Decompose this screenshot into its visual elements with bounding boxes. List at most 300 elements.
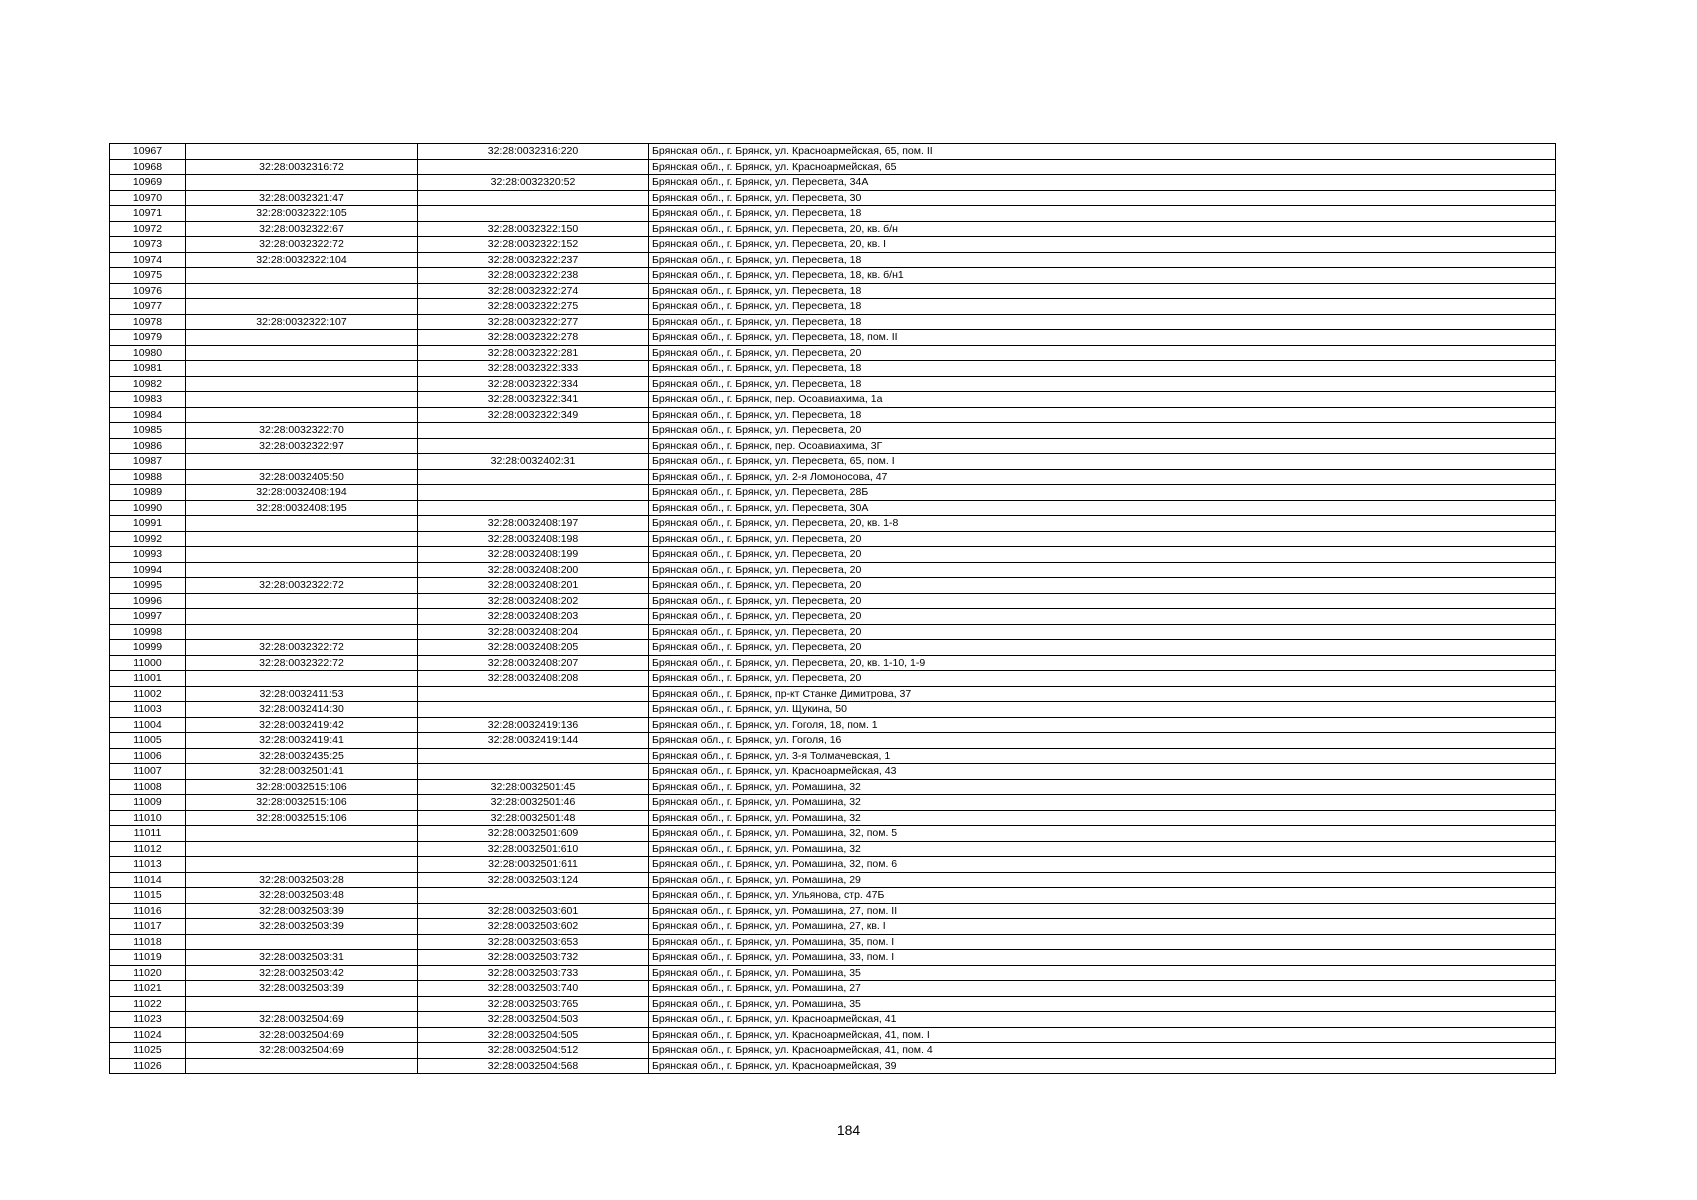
land-plot-number-cell: 32:28:0032321:47 [186, 190, 418, 206]
object-number-cell [418, 206, 649, 222]
land-plot-number-cell [186, 454, 418, 470]
object-number-cell: 32:28:0032408:198 [418, 531, 649, 547]
row-number-cell: 10996 [110, 593, 186, 609]
address-cell: Брянская обл., г. Брянск, ул. Ромашина, 27 [649, 981, 1556, 997]
object-number-cell: 32:28:0032322:150 [418, 221, 649, 237]
object-number-cell: 32:28:0032503:653 [418, 934, 649, 950]
land-plot-number-cell: 32:28:0032411:53 [186, 686, 418, 702]
row-number-cell: 10968 [110, 159, 186, 175]
row-number-cell: 10969 [110, 175, 186, 191]
address-cell: Брянская обл., г. Брянск, ул. Пересвета, 20 [649, 671, 1556, 687]
table-row [110, 144, 1556, 160]
object-number-cell: 32:28:0032501:609 [418, 826, 649, 842]
cadastral-table [109, 143, 1556, 1074]
address-cell: Брянская обл., г. Брянск, ул. Пересвета, 18 [649, 361, 1556, 377]
row-number-cell: 11025 [110, 1043, 186, 1059]
land-plot-number-cell: 32:28:0032322:104 [186, 252, 418, 268]
object-number-cell: 32:28:0032408:197 [418, 516, 649, 532]
land-plot-number-cell [186, 841, 418, 857]
land-plot-number-cell: 32:28:0032503:39 [186, 981, 418, 997]
land-plot-number-cell [186, 299, 418, 315]
address-cell: Брянская обл., г. Брянск, ул. Ромашина, 35 [649, 996, 1556, 1012]
object-number-cell: 32:28:0032320:52 [418, 175, 649, 191]
land-plot-number-cell: 32:28:0032503:39 [186, 903, 418, 919]
address-cell: Брянская обл., г. Брянск, пр-кт Станке Димитрова, 37 [649, 686, 1556, 702]
address-cell: Брянская обл., г. Брянск, ул. Пересвета, 20 [649, 609, 1556, 625]
row-number-cell: 10999 [110, 640, 186, 656]
object-number-cell: 32:28:0032322:238 [418, 268, 649, 284]
object-number-cell [418, 764, 649, 780]
land-plot-number-cell [186, 934, 418, 950]
row-number-cell: 10978 [110, 314, 186, 330]
address-cell: Брянская обл., г. Брянск, ул. Ромашина, 32 [649, 779, 1556, 795]
table-row [110, 454, 1556, 470]
row-number-cell: 10985 [110, 423, 186, 439]
object-number-cell: 32:28:0032322:349 [418, 407, 649, 423]
address-cell: Брянская обл., г. Брянск, ул. Красноармейская, 41 [649, 1012, 1556, 1028]
table-row [110, 609, 1556, 625]
address-cell: Брянская обл., г. Брянск, ул. Красноармейская, 41, пом. I [649, 1027, 1556, 1043]
land-plot-number-cell: 32:28:0032322:72 [186, 578, 418, 594]
address-cell: Брянская обл., г. Брянск, ул. Красноармейская, 65 [649, 159, 1556, 175]
table-row [110, 562, 1556, 578]
row-number-cell: 10973 [110, 237, 186, 253]
address-cell: Брянская обл., г. Брянск, ул. Пересвета, 18 [649, 206, 1556, 222]
address-cell: Брянская обл., г. Брянск, ул. Пересвета, 30А [649, 500, 1556, 516]
table-row [110, 345, 1556, 361]
address-cell: Брянская обл., г. Брянск, ул. Пересвета, 18 [649, 283, 1556, 299]
address-cell: Брянская обл., г. Брянск, ул. Ромашина, 33, пом. I [649, 950, 1556, 966]
address-cell: Брянская обл., г. Брянск, ул. Пересвета, 20, кв. 1-8 [649, 516, 1556, 532]
object-number-cell [418, 702, 649, 718]
land-plot-number-cell: 32:28:0032515:106 [186, 810, 418, 826]
address-cell: Брянская обл., г. Брянск, пер. Осоавиахима, 1а [649, 392, 1556, 408]
row-number-cell: 11022 [110, 996, 186, 1012]
table-row [110, 934, 1556, 950]
row-number-cell: 10986 [110, 438, 186, 454]
land-plot-number-cell: 32:28:0032419:42 [186, 717, 418, 733]
row-number-cell: 10982 [110, 376, 186, 392]
table-row [110, 779, 1556, 795]
address-cell: Брянская обл., г. Брянск, ул. Ромашина, 35 [649, 965, 1556, 981]
table-row [110, 531, 1556, 547]
table-row [110, 283, 1556, 299]
address-cell: Брянская обл., г. Брянск, ул. Красноармейская, 41, пом. 4 [649, 1043, 1556, 1059]
object-number-cell: 32:28:0032408:204 [418, 624, 649, 640]
object-number-cell: 32:28:0032501:611 [418, 857, 649, 873]
row-number-cell: 10989 [110, 485, 186, 501]
row-number-cell: 11018 [110, 934, 186, 950]
land-plot-number-cell [186, 826, 418, 842]
object-number-cell: 32:28:0032322:237 [418, 252, 649, 268]
table-row [110, 469, 1556, 485]
row-number-cell: 10994 [110, 562, 186, 578]
object-number-cell [418, 423, 649, 439]
land-plot-number-cell [186, 547, 418, 563]
table-row [110, 252, 1556, 268]
land-plot-number-cell [186, 361, 418, 377]
address-cell: Брянская обл., г. Брянск, ул. 3-я Толмачевская, 1 [649, 748, 1556, 764]
object-number-cell [418, 500, 649, 516]
table-row [110, 888, 1556, 904]
row-number-cell: 11014 [110, 872, 186, 888]
row-number-cell: 10977 [110, 299, 186, 315]
row-number-cell: 10998 [110, 624, 186, 640]
land-plot-number-cell: 32:28:0032503:39 [186, 919, 418, 935]
address-cell: Брянская обл., г. Брянск, ул. Пересвета, 34А [649, 175, 1556, 191]
row-number-cell: 11019 [110, 950, 186, 966]
object-number-cell: 32:28:0032504:503 [418, 1012, 649, 1028]
land-plot-number-cell: 32:28:0032316:72 [186, 159, 418, 175]
land-plot-number-cell: 32:28:0032515:106 [186, 795, 418, 811]
object-number-cell: 32:28:0032501:46 [418, 795, 649, 811]
address-cell: Брянская обл., г. Брянск, ул. Пересвета, 20 [649, 593, 1556, 609]
table-row [110, 655, 1556, 671]
row-number-cell: 10987 [110, 454, 186, 470]
address-cell: Брянская обл., г. Брянск, ул. Пересвета, 30 [649, 190, 1556, 206]
table-row [110, 268, 1556, 284]
land-plot-number-cell: 32:28:0032322:105 [186, 206, 418, 222]
row-number-cell: 11004 [110, 717, 186, 733]
row-number-cell: 10974 [110, 252, 186, 268]
land-plot-number-cell [186, 283, 418, 299]
table-row [110, 438, 1556, 454]
table-row [110, 485, 1556, 501]
object-number-cell: 32:28:0032408:205 [418, 640, 649, 656]
object-number-cell [418, 469, 649, 485]
row-number-cell: 11001 [110, 671, 186, 687]
object-number-cell: 32:28:0032322:341 [418, 392, 649, 408]
address-cell: Брянская обл., г. Брянск, ул. Ульянова, стр. 47Б [649, 888, 1556, 904]
row-number-cell: 11010 [110, 810, 186, 826]
object-number-cell [418, 190, 649, 206]
table-row [110, 826, 1556, 842]
table-row [110, 1043, 1556, 1059]
table-row [110, 872, 1556, 888]
land-plot-number-cell: 32:28:0032419:41 [186, 733, 418, 749]
row-number-cell: 11002 [110, 686, 186, 702]
address-cell: Брянская обл., г. Брянск, ул. Пересвета, 65, пом. I [649, 454, 1556, 470]
land-plot-number-cell [186, 1058, 418, 1074]
row-number-cell: 10988 [110, 469, 186, 485]
address-cell: Брянская обл., г. Брянск, ул. Пересвета, 28Б [649, 485, 1556, 501]
address-cell: Брянская обл., г. Брянск, ул. Щукина, 50 [649, 702, 1556, 718]
table-row [110, 717, 1556, 733]
land-plot-number-cell: 32:28:0032414:30 [186, 702, 418, 718]
land-plot-number-cell [186, 857, 418, 873]
table-row [110, 190, 1556, 206]
land-plot-number-cell [186, 268, 418, 284]
row-number-cell: 10992 [110, 531, 186, 547]
object-number-cell [418, 159, 649, 175]
object-number-cell: 32:28:0032322:278 [418, 330, 649, 346]
object-number-cell: 32:28:0032408:201 [418, 578, 649, 594]
table-body [110, 144, 1556, 1074]
table-row [110, 330, 1556, 346]
page-number: 184 [836, 1122, 861, 1138]
land-plot-number-cell [186, 609, 418, 625]
object-number-cell: 32:28:0032504:568 [418, 1058, 649, 1074]
table-row [110, 748, 1556, 764]
table-row [110, 857, 1556, 873]
object-number-cell: 32:28:0032322:274 [418, 283, 649, 299]
table-row [110, 299, 1556, 315]
row-number-cell: 11024 [110, 1027, 186, 1043]
row-number-cell: 11017 [110, 919, 186, 935]
land-plot-number-cell: 32:28:0032503:28 [186, 872, 418, 888]
row-number-cell: 10979 [110, 330, 186, 346]
land-plot-number-cell [186, 144, 418, 160]
row-number-cell: 11015 [110, 888, 186, 904]
object-number-cell [418, 438, 649, 454]
table-row [110, 578, 1556, 594]
table-row [110, 671, 1556, 687]
table-row [110, 314, 1556, 330]
table-row [110, 376, 1556, 392]
table-row [110, 903, 1556, 919]
address-cell: Брянская обл., г. Брянск, ул. Пересвета, 20 [649, 531, 1556, 547]
land-plot-number-cell [186, 175, 418, 191]
address-cell: Брянская обл., г. Брянск, ул. Красноармейская, 39 [649, 1058, 1556, 1074]
land-plot-number-cell: 32:28:0032515:106 [186, 779, 418, 795]
address-cell: Брянская обл., г. Брянск, ул. Пересвета, 20 [649, 624, 1556, 640]
table-row [110, 810, 1556, 826]
table-row [110, 1012, 1556, 1028]
row-number-cell: 10997 [110, 609, 186, 625]
object-number-cell: 32:28:0032503:602 [418, 919, 649, 935]
address-cell: Брянская обл., г. Брянск, ул. Пересвета, 20 [649, 423, 1556, 439]
land-plot-number-cell [186, 593, 418, 609]
table-row [110, 407, 1556, 423]
object-number-cell: 32:28:0032408:208 [418, 671, 649, 687]
table-row [110, 159, 1556, 175]
row-number-cell: 11007 [110, 764, 186, 780]
table-row [110, 423, 1556, 439]
object-number-cell: 32:28:0032503:740 [418, 981, 649, 997]
table-row [110, 950, 1556, 966]
address-cell: Брянская обл., г. Брянск, ул. Пересвета, 20, кв. 1-10, 1-9 [649, 655, 1556, 671]
land-plot-number-cell: 32:28:0032322:97 [186, 438, 418, 454]
address-cell: Брянская обл., г. Брянск, ул. Ромашина, 32 [649, 841, 1556, 857]
land-plot-number-cell: 32:28:0032322:70 [186, 423, 418, 439]
object-number-cell: 32:28:0032504:512 [418, 1043, 649, 1059]
row-number-cell: 10972 [110, 221, 186, 237]
row-number-cell: 10983 [110, 392, 186, 408]
row-number-cell: 10976 [110, 283, 186, 299]
land-plot-number-cell: 32:28:0032408:195 [186, 500, 418, 516]
land-plot-number-cell: 32:28:0032503:48 [186, 888, 418, 904]
object-number-cell: 32:28:0032503:765 [418, 996, 649, 1012]
land-plot-number-cell: 32:28:0032435:25 [186, 748, 418, 764]
row-number-cell: 10970 [110, 190, 186, 206]
row-number-cell: 11012 [110, 841, 186, 857]
land-plot-number-cell: 32:28:0032501:41 [186, 764, 418, 780]
object-number-cell: 32:28:0032322:275 [418, 299, 649, 315]
object-number-cell: 32:28:0032322:152 [418, 237, 649, 253]
land-plot-number-cell [186, 624, 418, 640]
address-cell: Брянская обл., г. Брянск, ул. Ромашина, 32 [649, 795, 1556, 811]
object-number-cell: 32:28:0032408:202 [418, 593, 649, 609]
object-number-cell: 32:28:0032322:277 [418, 314, 649, 330]
object-number-cell: 32:28:0032501:48 [418, 810, 649, 826]
row-number-cell: 11003 [110, 702, 186, 718]
table-row [110, 500, 1556, 516]
address-cell: Брянская обл., г. Брянск, ул. Красноармейская, 43 [649, 764, 1556, 780]
object-number-cell: 32:28:0032504:505 [418, 1027, 649, 1043]
land-plot-number-cell: 32:28:0032322:72 [186, 237, 418, 253]
object-number-cell: 32:28:0032316:220 [418, 144, 649, 160]
address-cell: Брянская обл., г. Брянск, ул. Пересвета, 20 [649, 578, 1556, 594]
table-row [110, 392, 1556, 408]
land-plot-number-cell: 32:28:0032405:50 [186, 469, 418, 485]
row-number-cell: 11021 [110, 981, 186, 997]
row-number-cell: 11026 [110, 1058, 186, 1074]
object-number-cell [418, 888, 649, 904]
address-cell: Брянская обл., г. Брянск, ул. Гоголя, 16 [649, 733, 1556, 749]
address-cell: Брянская обл., г. Брянск, ул. Пересвета, 20 [649, 547, 1556, 563]
address-cell: Брянская обл., г. Брянск, ул. Ромашина, 27, кв. I [649, 919, 1556, 935]
object-number-cell: 32:28:0032408:199 [418, 547, 649, 563]
row-number-cell: 11005 [110, 733, 186, 749]
address-cell: Брянская обл., г. Брянск, ул. Пересвета, 18 [649, 252, 1556, 268]
object-number-cell: 32:28:0032503:733 [418, 965, 649, 981]
address-cell: Брянская обл., г. Брянск, ул. Ромашина, 32 [649, 810, 1556, 826]
land-plot-number-cell [186, 330, 418, 346]
address-cell: Брянская обл., г. Брянск, ул. Ромашина, 27, пом. II [649, 903, 1556, 919]
object-number-cell: 32:28:0032503:124 [418, 872, 649, 888]
table-row [110, 624, 1556, 640]
table-row [110, 206, 1556, 222]
address-cell: Брянская обл., г. Брянск, ул. Пересвета, 18 [649, 376, 1556, 392]
row-number-cell: 10990 [110, 500, 186, 516]
land-plot-number-cell: 32:28:0032504:69 [186, 1027, 418, 1043]
address-cell: Брянская обл., г. Брянск, ул. Пересвета, 18, кв. б/н1 [649, 268, 1556, 284]
address-cell: Брянская обл., г. Брянск, ул. Ромашина, 35, пом. I [649, 934, 1556, 950]
row-number-cell: 11016 [110, 903, 186, 919]
table-row [110, 361, 1556, 377]
table-row [110, 547, 1556, 563]
land-plot-number-cell [186, 531, 418, 547]
table-row [110, 702, 1556, 718]
address-cell: Брянская обл., г. Брянск, пер. Осоавиахима, 3Г [649, 438, 1556, 454]
object-number-cell [418, 485, 649, 501]
table-row [110, 640, 1556, 656]
address-cell: Брянская обл., г. Брянск, ул. Пересвета, 18, пом. II [649, 330, 1556, 346]
land-plot-number-cell: 32:28:0032322:72 [186, 655, 418, 671]
object-number-cell: 32:28:0032419:136 [418, 717, 649, 733]
address-cell: Брянская обл., г. Брянск, ул. Красноармейская, 65, пом. II [649, 144, 1556, 160]
table-row [110, 516, 1556, 532]
table-row [110, 593, 1556, 609]
land-plot-number-cell: 32:28:0032322:72 [186, 640, 418, 656]
land-plot-number-cell: 32:28:0032503:31 [186, 950, 418, 966]
row-number-cell: 11008 [110, 779, 186, 795]
land-plot-number-cell: 32:28:0032408:194 [186, 485, 418, 501]
address-cell: Брянская обл., г. Брянск, ул. Пересвета, 20, кв. I [649, 237, 1556, 253]
table-row [110, 221, 1556, 237]
row-number-cell: 11000 [110, 655, 186, 671]
row-number-cell: 10980 [110, 345, 186, 361]
address-cell: Брянская обл., г. Брянск, ул. Пересвета, 20, кв. б/н [649, 221, 1556, 237]
land-plot-number-cell: 32:28:0032322:67 [186, 221, 418, 237]
table-row [110, 981, 1556, 997]
table-row [110, 175, 1556, 191]
land-plot-number-cell [186, 996, 418, 1012]
address-cell: Брянская обл., г. Брянск, ул. Пересвета, 18 [649, 407, 1556, 423]
object-number-cell: 32:28:0032503:601 [418, 903, 649, 919]
table-row [110, 965, 1556, 981]
row-number-cell: 11009 [110, 795, 186, 811]
table-row [110, 686, 1556, 702]
row-number-cell: 11006 [110, 748, 186, 764]
land-plot-number-cell: 32:28:0032504:69 [186, 1043, 418, 1059]
address-cell: Брянская обл., г. Брянск, ул. Ромашина, 32, пом. 5 [649, 826, 1556, 842]
row-number-cell: 10993 [110, 547, 186, 563]
row-number-cell: 11020 [110, 965, 186, 981]
address-cell: Брянская обл., г. Брянск, ул. Гоголя, 18, пом. 1 [649, 717, 1556, 733]
object-number-cell: 32:28:0032408:200 [418, 562, 649, 578]
row-number-cell: 10995 [110, 578, 186, 594]
land-plot-number-cell [186, 345, 418, 361]
object-number-cell: 32:28:0032322:281 [418, 345, 649, 361]
row-number-cell: 10971 [110, 206, 186, 222]
land-plot-number-cell [186, 516, 418, 532]
land-plot-number-cell: 32:28:0032503:42 [186, 965, 418, 981]
address-cell: Брянская обл., г. Брянск, ул. Пересвета, 18 [649, 299, 1556, 315]
table-row [110, 237, 1556, 253]
row-number-cell: 10981 [110, 361, 186, 377]
address-cell: Брянская обл., г. Брянск, ул. Пересвета, 20 [649, 345, 1556, 361]
object-number-cell: 32:28:0032503:732 [418, 950, 649, 966]
row-number-cell: 10975 [110, 268, 186, 284]
object-number-cell: 32:28:0032419:144 [418, 733, 649, 749]
row-number-cell: 10967 [110, 144, 186, 160]
table-row [110, 919, 1556, 935]
object-number-cell: 32:28:0032408:207 [418, 655, 649, 671]
address-cell: Брянская обл., г. Брянск, ул. Пересвета, 20 [649, 640, 1556, 656]
object-number-cell: 32:28:0032322:333 [418, 361, 649, 377]
row-number-cell: 11013 [110, 857, 186, 873]
table-row [110, 1058, 1556, 1074]
land-plot-number-cell [186, 376, 418, 392]
object-number-cell: 32:28:0032322:334 [418, 376, 649, 392]
land-plot-number-cell: 32:28:0032504:69 [186, 1012, 418, 1028]
table-row [110, 795, 1556, 811]
object-number-cell [418, 748, 649, 764]
address-cell: Брянская обл., г. Брянск, ул. 2-я Ломоносова, 47 [649, 469, 1556, 485]
address-cell: Брянская обл., г. Брянск, ул. Пересвета, 18 [649, 314, 1556, 330]
table-row [110, 1027, 1556, 1043]
object-number-cell: 32:28:0032408:203 [418, 609, 649, 625]
table-row [110, 733, 1556, 749]
table-row [110, 764, 1556, 780]
land-plot-number-cell [186, 392, 418, 408]
address-cell: Брянская обл., г. Брянск, ул. Ромашина, 29 [649, 872, 1556, 888]
object-number-cell: 32:28:0032402:31 [418, 454, 649, 470]
object-number-cell: 32:28:0032501:45 [418, 779, 649, 795]
address-cell: Брянская обл., г. Брянск, ул. Пересвета, 20 [649, 562, 1556, 578]
land-plot-number-cell: 32:28:0032322:107 [186, 314, 418, 330]
row-number-cell: 10991 [110, 516, 186, 532]
row-number-cell: 10984 [110, 407, 186, 423]
table-row [110, 996, 1556, 1012]
table-row [110, 841, 1556, 857]
row-number-cell: 11011 [110, 826, 186, 842]
land-plot-number-cell [186, 407, 418, 423]
address-cell: Брянская обл., г. Брянск, ул. Ромашина, 32, пом. 6 [649, 857, 1556, 873]
land-plot-number-cell [186, 562, 418, 578]
object-number-cell [418, 686, 649, 702]
